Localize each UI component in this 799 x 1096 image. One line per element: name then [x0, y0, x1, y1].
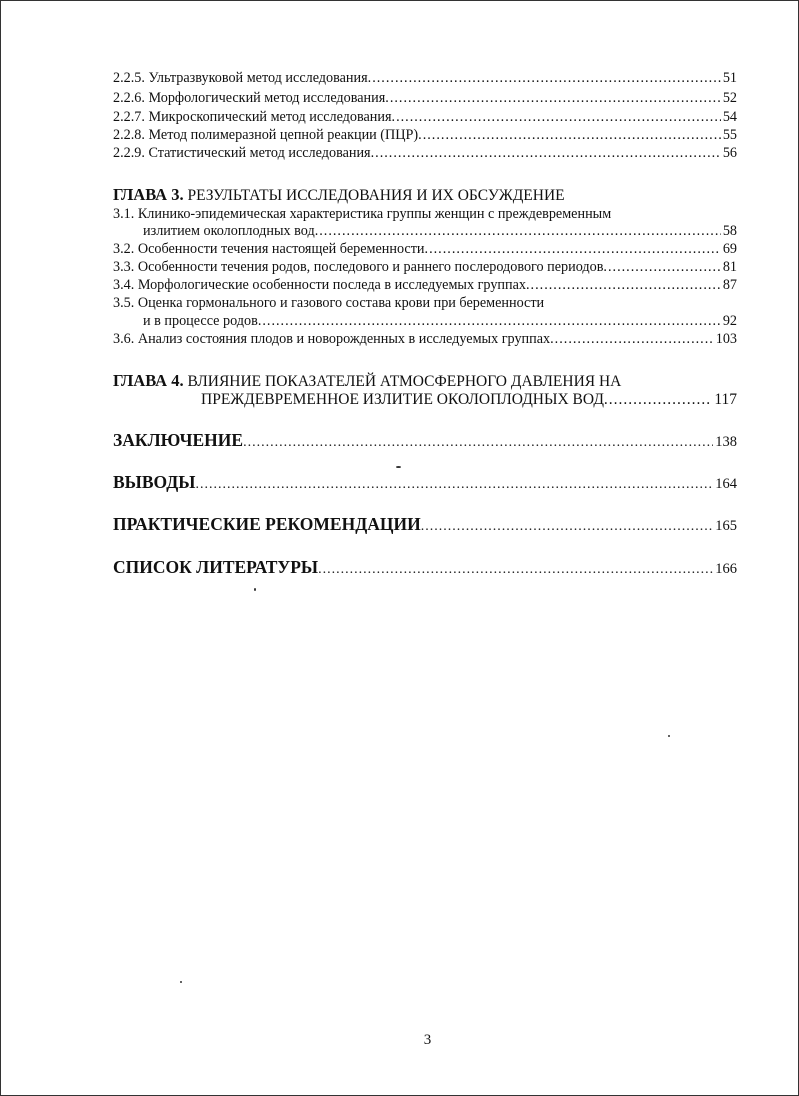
scan-speck — [254, 588, 256, 591]
toc-entry-3-2[interactable]: 3.2. Особенности течения настоящей беременности ..... 69 — [113, 241, 737, 258]
toc-page-number: 54 — [722, 109, 737, 125]
chapter-4-title-line2[interactable]: ПРЕЖДЕВРЕМЕННОЕ ИЗЛИТИЕ ОКОЛОПЛОДНЫХ ВОД ..... 117 — [201, 390, 737, 409]
toc-entry-3-3[interactable]: 3.3. Особенности течения родов, последового и раннего послеродового периодов ..... 81 — [113, 259, 737, 276]
toc-section-recommendations[interactable]: ПРАКТИЧЕСКИЕ РЕКОМЕНДАЦИИ ..... 165 — [113, 513, 737, 538]
toc-entry-3-6[interactable]: 3.6. Анализ состояния плодов и новорожденных в исследуемых группах ..... 103 — [113, 331, 737, 348]
toc-page-number: 138 — [715, 434, 737, 450]
scan-speck — [396, 466, 401, 468]
toc-page-number: 92 — [722, 313, 737, 329]
chapter-3-label: ГЛАВА 3. — [113, 185, 184, 204]
scan-speck — [668, 735, 670, 737]
toc-page-number: 81 — [722, 259, 737, 275]
toc-entry-3-4[interactable]: 3.4. Морфологические особенности последа в исследуемых группах ..... 87 — [113, 277, 737, 294]
toc-page-number: 117 — [714, 391, 737, 408]
toc-page-number: 165 — [715, 518, 737, 534]
toc-section-findings[interactable]: ВЫВОДЫ ..... 164 — [113, 471, 737, 496]
toc-section-conclusion[interactable]: ЗАКЛЮЧЕНИЕ ..... 138 — [113, 429, 737, 454]
toc-entry-3-1-line2[interactable]: излитием околоплодных вод ..... 58 — [143, 223, 737, 240]
toc-page-number: 55 — [722, 127, 737, 143]
toc-page-number: 166 — [715, 561, 737, 577]
page-number: 3 — [423, 1032, 432, 1048]
toc-page-number: 58 — [722, 223, 737, 239]
toc-entry-2-2-9[interactable]: 2.2.9. Статистический метод исследования ..... 56 — [113, 145, 737, 162]
toc-entry-3-5-line2[interactable]: и в процессе родов ..... 92 — [143, 313, 737, 330]
toc-page-number: 56 — [722, 145, 737, 161]
toc-section-bibliography[interactable]: СПИСОК ЛИТЕРАТУРЫ ..... 166 — [113, 556, 737, 581]
scan-speck — [180, 981, 182, 983]
toc-entry-2-2-6[interactable]: 2.2.6. Морфологический метод исследования ..... 52 — [113, 90, 737, 107]
toc-page-number: 69 — [722, 241, 737, 257]
chapter-3-title: РЕЗУЛЬТАТЫ ИССЛЕДОВАНИЯ И ИХ ОБСУЖДЕНИЕ — [187, 187, 565, 204]
toc-entry-3-1-line1[interactable]: 3.1. Клинико-эпидемическая характеристика группы женщин с преждевременным — [113, 206, 612, 222]
toc-page-number: 51 — [722, 70, 737, 86]
chapter-4-label: ГЛАВА 4. — [113, 371, 184, 390]
chapter-4-title-line1: ВЛИЯНИЕ ПОКАЗАТЕЛЕЙ АТМОСФЕРНОГО ДАВЛЕНИЯ НА — [187, 373, 622, 390]
chapter-3-heading[interactable] — [113, 185, 565, 205]
toc-page-number: 103 — [715, 331, 737, 347]
toc-entry-2-2-5[interactable]: 2.2.5. Ультразвуковой метод исследования ..... 51 — [113, 70, 737, 87]
toc-entry-3-5-line1[interactable]: 3.5. Оценка гормонального и газового состава крови при беременности — [113, 295, 545, 311]
toc-page-number: 52 — [722, 90, 737, 106]
toc-page-number: 164 — [715, 476, 737, 492]
chapter-4-heading[interactable] — [113, 371, 621, 391]
toc-entry-2-2-8[interactable]: 2.2.8. Метод полимеразной цепной реакции (ПЦР) ..... 55 — [113, 127, 737, 144]
toc-page-number: 87 — [722, 277, 737, 293]
toc-entry-2-2-7[interactable]: 2.2.7. Микроскопический метод исследования ..... 54 — [113, 109, 737, 126]
